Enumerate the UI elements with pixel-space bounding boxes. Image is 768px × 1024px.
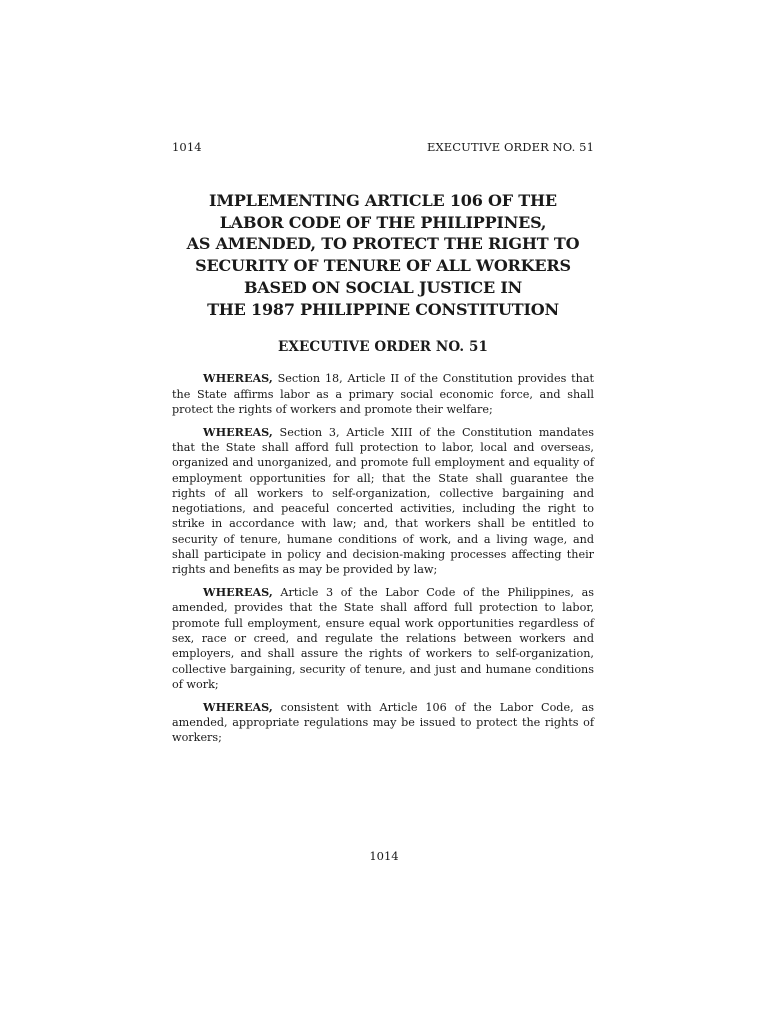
- paragraph-text: consistent with Article 106 of the Labor Code, as amended, appropriate regulations may be issued to protect the rights of workers;: [172, 700, 594, 745]
- order-heading: EXECUTIVE ORDER NO. 51: [278, 339, 488, 356]
- document-title: [172, 190, 594, 320]
- whereas-paragraph: [172, 425, 594, 578]
- section-header: EXECUTIVE ORDER NO. 51: [426, 140, 594, 154]
- page-number-header: 1014: [172, 140, 202, 154]
- whereas-paragraph: [172, 371, 594, 417]
- whereas-clauses: [172, 371, 594, 745]
- whereas-paragraph: [172, 700, 594, 746]
- title-line: AS AMENDED, TO PROTECT THE RIGHT TO: [186, 234, 580, 254]
- paragraph-text: Section 18, Article II of the Constitution provides that the State affirms labor as a primary social economic force, and shall protect the rights of workers and promote their welfare;: [172, 372, 594, 416]
- whereas-lead: WHEREAS,: [203, 371, 273, 386]
- whereas-lead: WHEREAS,: [203, 424, 273, 439]
- title-line: LABOR CODE OF THE PHILIPPINES,: [219, 212, 547, 232]
- title-line: SECURITY OF TENURE OF ALL WORKERS: [195, 256, 571, 276]
- running-head: [172, 138, 594, 156]
- paragraph-text: Section 3, Article XIII of the Constitution mandates that the State shall afford full protection to labor, local and overseas, organized and unorganized, and promote full employment and equality of employment opportunities for all; that the State shall guarantee the rights of all workers to self-organization, collective bargaining and negotiations, and peaceful concerted activities, including the right to strike in accordance with law; and, that workers shall be entitled to security of tenure, humane conditions of work, and a living wage, and shall participate in policy and decision-making processes affecting their rights and benefits as may be provided by law;: [172, 425, 594, 577]
- title-line: IMPLEMENTING ARTICLE 106 OF THE: [209, 191, 557, 210]
- title-line: BASED ON SOCIAL JUSTICE IN: [243, 277, 523, 297]
- whereas-lead: WHEREAS,: [203, 585, 273, 600]
- title-line: THE 1987 PHILIPPINE CONSTITUTION: [207, 299, 559, 319]
- whereas-lead: WHEREAS,: [203, 699, 273, 714]
- page-folio: 1014: [369, 849, 399, 863]
- paragraph-text: Article 3 of the Labor Code of the Philippines, as amended, provides that the State shall afford full protection to labor, promote full employment, ensure equal work opportunities regardless of sex, race or creed, and regulate the relations between workers and employers, and shall assure the rights of workers to self-organization, collective bargaining, security of tenure, and just and humane conditions of work;: [172, 586, 594, 691]
- document-page: [172, 138, 594, 753]
- whereas-paragraph: [172, 585, 594, 692]
